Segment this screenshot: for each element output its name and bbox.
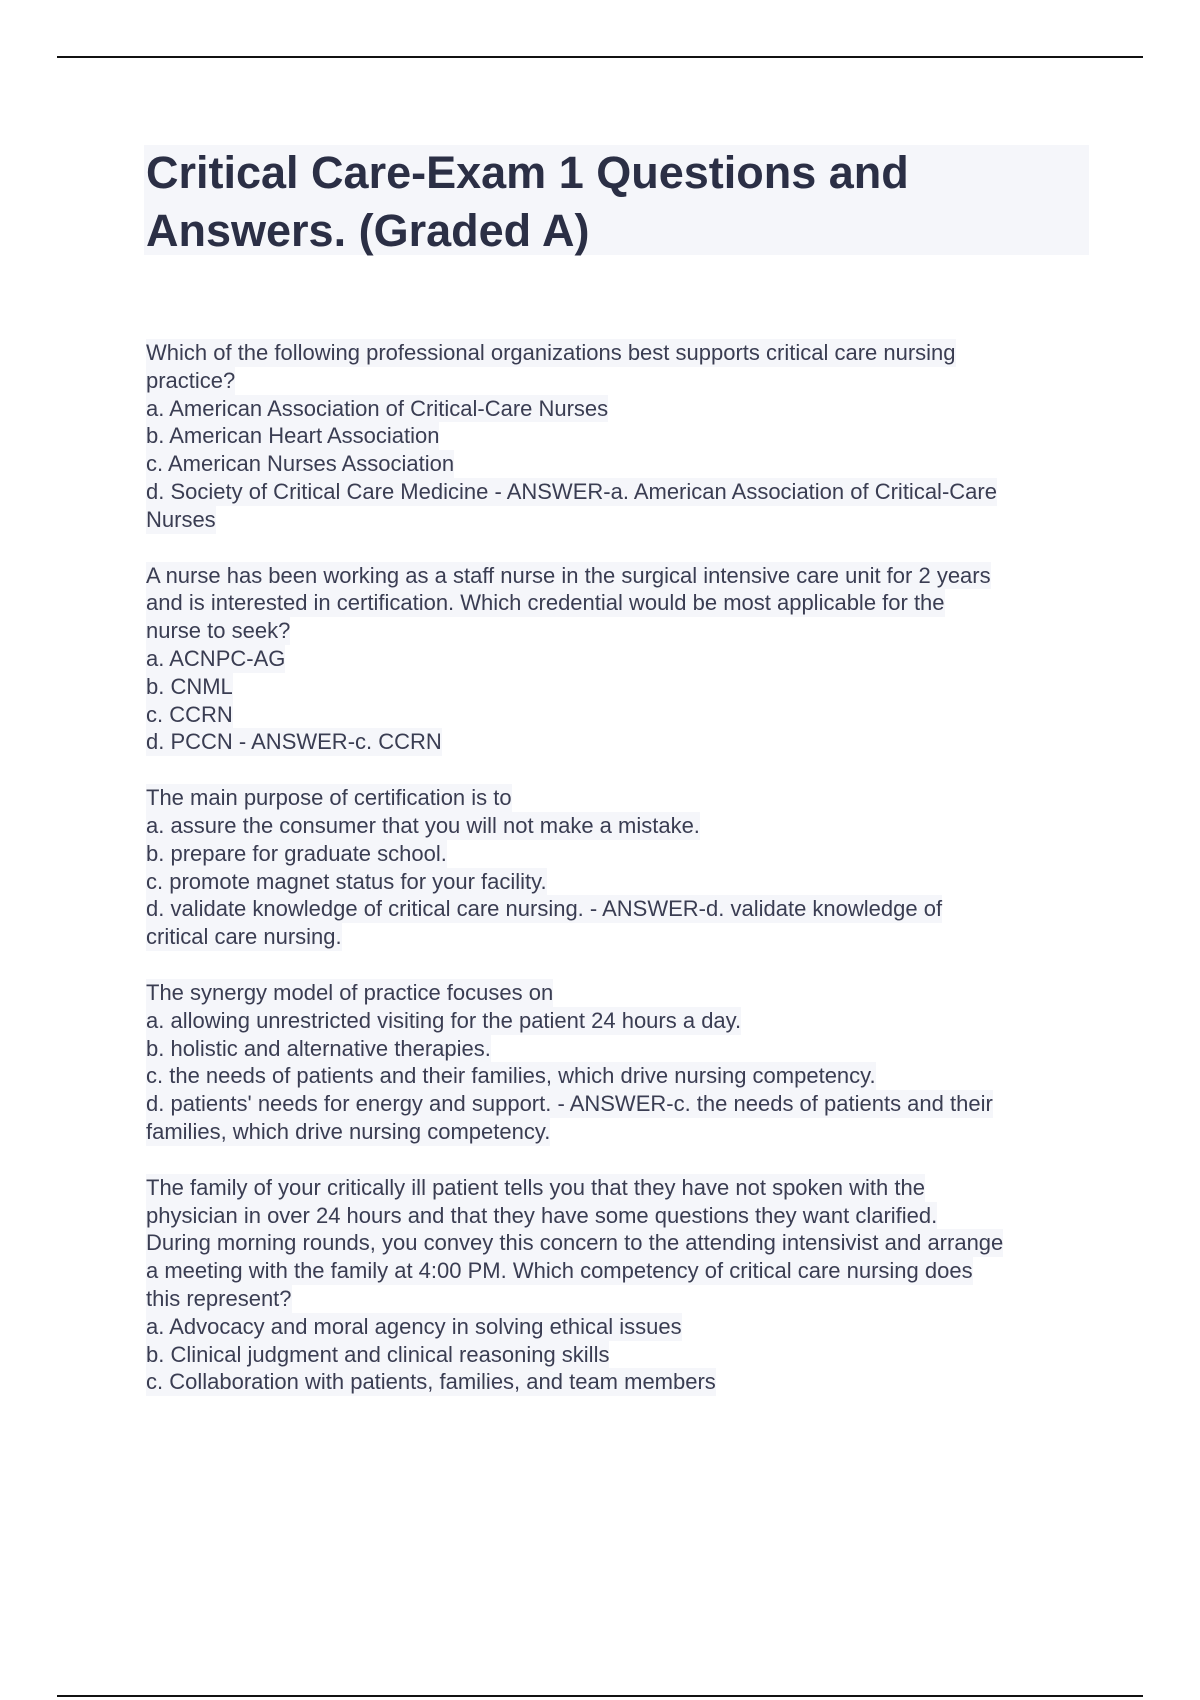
- question-text: and is interested in certification. Which credential would be most applicable for the: [146, 590, 945, 616]
- answer-option: b. American Heart Association: [146, 423, 440, 449]
- answer-option-with-key: d. patients' needs for energy and support. - ANSWER-c. the needs of patients and their: [146, 1091, 993, 1117]
- answer-option: c. American Nurses Association: [146, 451, 455, 477]
- question-text: practice?: [146, 367, 236, 393]
- answer-option: b. holistic and alternative therapies.: [146, 1035, 491, 1061]
- question-block: [146, 562, 1091, 757]
- answer-option: c. promote magnet status for your facility.: [146, 868, 547, 894]
- footer-rule: [57, 1695, 1143, 1697]
- question-block: [146, 339, 1091, 534]
- answer-option: a. Advocacy and moral agency in solving ethical issues: [146, 1313, 682, 1339]
- answer-key: Nurses: [146, 506, 216, 532]
- question-block: [146, 784, 1091, 951]
- answer-option: b. Clinical judgment and clinical reasoning skills: [146, 1341, 610, 1367]
- question-text: The main purpose of certification is to: [146, 785, 512, 811]
- answer-option: a. allowing unrestricted visiting for the patient 24 hours a day.: [146, 1007, 742, 1033]
- question-text: a meeting with the family at 4:00 PM. Which competency of critical care nursing does: [146, 1258, 973, 1284]
- answer-option: a. ACNPC-AG: [146, 645, 286, 671]
- answer-option-with-key: d. Society of Critical Care Medicine - ANSWER-a. American Association of Critical-Care: [146, 478, 997, 504]
- answer-key: families, which drive nursing competency.: [146, 1118, 551, 1144]
- question-text: nurse to seek?: [146, 618, 291, 644]
- question-text: The family of your critically ill patient tells you that they have not spoken with the: [146, 1174, 925, 1200]
- answer-option: c. CCRN: [146, 701, 233, 727]
- question-text: Which of the following professional organizations best supports critical care nursing: [146, 340, 956, 365]
- header-rule: [57, 56, 1143, 58]
- title-line-2: Answers. (Graded A): [146, 205, 590, 256]
- question-block: [146, 1174, 1091, 1396]
- answer-option: c. the needs of patients and their families, which drive nursing competency.: [146, 1063, 876, 1089]
- answer-option: b. CNML: [146, 673, 233, 699]
- question-block: [146, 979, 1091, 1146]
- question-text: A nurse has been working as a staff nurse in the surgical intensive care unit for 2 years: [146, 562, 991, 588]
- answer-option: a. assure the consumer that you will not make a mistake.: [146, 812, 700, 838]
- question-text: physician in over 24 hours and that they have some questions they want clarified.: [146, 1202, 938, 1228]
- answer-option: a. American Association of Critical-Care Nurses: [146, 395, 609, 421]
- document-title: [146, 144, 1086, 260]
- answer-option-with-key: d. PCCN - ANSWER-c. CCRN: [146, 729, 442, 755]
- answer-option: c. Collaboration with patients, families, and team members: [146, 1369, 716, 1395]
- answer-key: critical care nursing.: [146, 924, 342, 950]
- question-list: [146, 339, 1091, 1424]
- answer-option: b. prepare for graduate school.: [146, 840, 447, 866]
- answer-option-with-key: d. validate knowledge of critical care nursing. - ANSWER-d. validate knowledge of: [146, 896, 943, 922]
- title-line-1: Critical Care-Exam 1 Questions and: [146, 147, 909, 198]
- question-text: this represent?: [146, 1285, 292, 1311]
- question-text: During morning rounds, you convey this concern to the attending intensivist and arrange: [146, 1230, 1004, 1256]
- question-text: The synergy model of practice focuses on: [146, 979, 554, 1005]
